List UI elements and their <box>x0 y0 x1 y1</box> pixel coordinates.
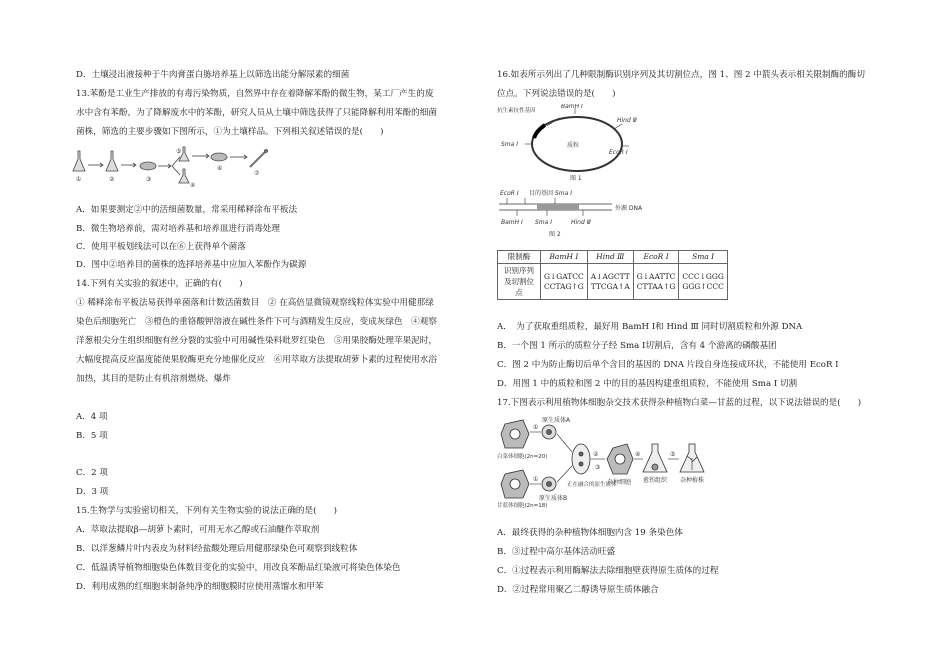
step-3-label: ③ <box>146 176 152 183</box>
fig1-ecor1-label: EcoR Ⅰ <box>609 149 628 156</box>
table-cell: A↓AGCTT TTCGA↑A <box>587 264 633 300</box>
q14-option-b: B．5 项 <box>76 431 108 441</box>
q17-option-c: C．①过程表示利用酶解法去除细胞壁获得原生质体的过程 <box>497 566 719 576</box>
fig1-sma1-label: Sma Ⅰ <box>501 141 519 148</box>
step-5-label: ⑤ <box>176 148 182 155</box>
q16-figure-1-plasmid <box>497 104 647 184</box>
q14-option-a: A．4 项 <box>76 412 108 422</box>
table-cell: CCC↓GGG GGG↑CCC <box>679 264 727 300</box>
plasmid-label: 质粒 <box>567 142 580 149</box>
q16-stem-line-1: 16.如表所示列出了几种限制酶识别序列及其切割位点，图 1、图 2 中箭头表示相关限制酶的酶切 <box>497 70 865 80</box>
fig2-target-gene-label: 目的基因 <box>529 190 554 197</box>
step-1-label: ① <box>76 176 82 183</box>
q14-body-line-4: 大幅度提高反应温度能使果胶酶更充分地催化反应 ⑥用萃取方法提取胡萝卜素的过程使用水浴 <box>76 355 437 365</box>
fig2-sma1-bottom-label: Sma Ⅰ <box>535 219 553 226</box>
q13-stem-line-1: 13.苯酚是工业生产排放的有毒污染物质，自然界中存在着降解苯酚的微生物，某工厂产生的废 <box>76 89 434 99</box>
callus-label: 愈伤组织 <box>643 477 668 484</box>
step-4-label: ④ <box>635 451 641 458</box>
protoplast-b-label: 原生质体B <box>539 495 568 502</box>
protoplast-a-label: 原生质体A <box>542 417 571 424</box>
q13-screening-figure <box>70 145 285 191</box>
hybrid-cell-label: 杂种细胞 <box>607 479 632 486</box>
step-2-label: ② <box>593 451 599 458</box>
fig2-sma1-top-label: Sma Ⅰ <box>555 190 573 197</box>
q12-option-d: D．土壤浸出液接种于牛肉膏蛋白胨培养基上以筛选出能分解尿素的细菌 <box>76 70 350 80</box>
q14-body-line-2: 染色后细胞死亡 ③橙色的重铬酸钾溶液在碱性条件下可与酒精发生反应，变成灰绿色 ④观察 <box>76 317 437 327</box>
step-2-label: ② <box>109 176 115 183</box>
fusing-protoplast-label: 正在融合的原生质体 <box>567 482 617 488</box>
table-header-cell: 限制酶 <box>498 251 541 264</box>
q16-option-c: C．图 2 中为防止酶切后单个含目的基因的 DNA 片段自身连接成环状，不能使用 EcoR Ⅰ <box>497 360 839 370</box>
q17-option-b: B．③过程中高尔基体活动旺盛 <box>497 547 616 557</box>
antibiotic-gene-label: 抗生素抗性基因 <box>497 108 536 114</box>
q17-hybridization-figure <box>497 414 727 520</box>
fig1-bamh1-label: BamH Ⅰ <box>561 104 583 110</box>
q13-option-d: D．图中②培养目的菌株的选择培养基中应加入苯酚作为碳源 <box>76 260 307 270</box>
table-cell: G↓AATTC CTTAA↑G <box>633 264 679 300</box>
fig1-caption: 图 1 <box>570 175 582 182</box>
q14-stem: 14.下列有关实验的叙述中，正确的有( ) <box>76 279 243 289</box>
q15-option-b: B．以洋葱鳞片叶内表皮为材料经盐酸处理后用健那绿染色可观察到线粒体 <box>76 544 358 554</box>
fig2-bamh1-label: BamH Ⅰ <box>501 219 523 226</box>
table-header-cell: Sma Ⅰ <box>679 251 727 264</box>
q17-stem: 17.下图表示利用植物体细胞杂交技术获得杂种植物白菜—甘蓝的过程，以下说法错误的是( ) <box>497 398 862 408</box>
step-4-label: ④ <box>190 182 196 189</box>
q15-option-c: C．低温诱导植物细胞染色体数目变化的实验中，用改良苯酚品红染液可将染色体染色 <box>76 563 401 573</box>
q13-stem-line-3: 菌株，筛选的主要步骤如下图所示，①为土壤样品。下列相关叙述错误的是( ) <box>76 127 384 137</box>
q15-option-a: A．萃取法提取β—胡萝卜素时，可用无水乙醇或石油醚作萃取剂 <box>76 525 320 535</box>
step-5-label: ⑤ <box>670 451 676 458</box>
step-3-label: ③ <box>595 464 601 471</box>
hybrid-plant-label: 杂种植株 <box>680 477 705 484</box>
step-6-label: ⑥ <box>217 165 223 172</box>
q16-figure-2-dna <box>497 184 657 240</box>
fig1-hind3-label: Hind Ⅲ <box>617 117 637 124</box>
table-row-label: 识别序列及切割位点 <box>498 264 541 300</box>
table-header-row <box>498 251 728 264</box>
table-header-cell: Hind Ⅲ <box>587 251 633 264</box>
cabbage-cell-label: 白菜体细胞(2n=20) <box>497 454 548 460</box>
step-1-label: ① <box>533 424 539 431</box>
q14-body-line-3: 洋葱根尖分生组织细胞有丝分裂的实验中可用碱性染料吡罗红染色 ⑤用果胶酶处理苹果泥时， <box>76 336 437 346</box>
q16-option-d: D．用图 1 中的质粒和图 2 中的目的基因构建重组质粒，不能使用 Sma Ⅰ 切割 <box>497 379 798 389</box>
q16-option-b: B．一个图 1 所示的质粒分子经 Sma Ⅰ切割后，含有 4 个游离的磷酸基团 <box>497 341 777 351</box>
fig2-caption: 图 2 <box>549 231 561 238</box>
step-7-label: ⑦ <box>254 170 260 177</box>
table-cell: G↓GATCC CCTAG↑G <box>541 264 588 300</box>
q14-option-c: C．2 项 <box>76 468 108 478</box>
q13-option-c: C．使用平板划线法可以在⑥上获得单个菌落 <box>76 242 246 252</box>
fig2-foreign-dna-label: 外源 DNA <box>615 205 643 212</box>
q13-stem-line-2: 水中含有苯酚，为了降解废水中的苯酚，研究人员从土壤中筛选获得了只能降解利用苯酚的细菌 <box>76 108 437 118</box>
q14-option-d: D．3 项 <box>76 487 109 497</box>
q16-stem-line-2: 位点。下列说法错误的是( ) <box>497 89 616 99</box>
q13-option-b: B．微生物培养前，需对培养基和培养皿进行消毒处理 <box>76 224 280 234</box>
table-header-cell: BamH Ⅰ <box>541 251 588 264</box>
q14-body-line-5: 加热，其目的是防止有机溶剂燃烧、爆炸 <box>76 374 231 384</box>
q13-option-a: A．如果要测定②中的活细菌数量，常采用稀释涂布平板法 <box>76 205 298 215</box>
step-1b-label: ① <box>533 476 539 483</box>
fig2-hind3-label: Hind Ⅲ <box>571 219 591 226</box>
q14-body-line-1: ① 稀释涂布平板法易获得单菌落和计数活菌数目 ② 在高倍显微镜观察线粒体实验中用健那绿 <box>76 298 434 308</box>
fig2-ecor1-label: EcoR Ⅰ <box>500 190 519 197</box>
q15-option-d: D．利用成熟的红细胞来制备纯净的细胞膜时应使用蒸馏水和甲苯 <box>76 582 324 592</box>
q15-stem: 15.生物学与实验密切相关，下列有关生物实验的说法正确的是( ) <box>76 506 337 516</box>
table-row <box>498 264 728 300</box>
q17-option-d: D．②过程常用聚乙二醇诱导原生质体融合 <box>497 585 659 595</box>
table-header-cell: EcoR Ⅰ <box>633 251 679 264</box>
kale-cell-label: 甘蓝体细胞(2n=18) <box>497 503 548 509</box>
restriction-enzyme-table <box>497 250 728 300</box>
q16-option-a: A． 为了获取重组质粒，最好用 BamH Ⅰ和 Hind Ⅲ 同时切割质粒和外源 DNA <box>497 322 803 332</box>
q17-option-a: A．最终获得的杂种植物体细胞内含 19 条染色体 <box>497 528 683 538</box>
